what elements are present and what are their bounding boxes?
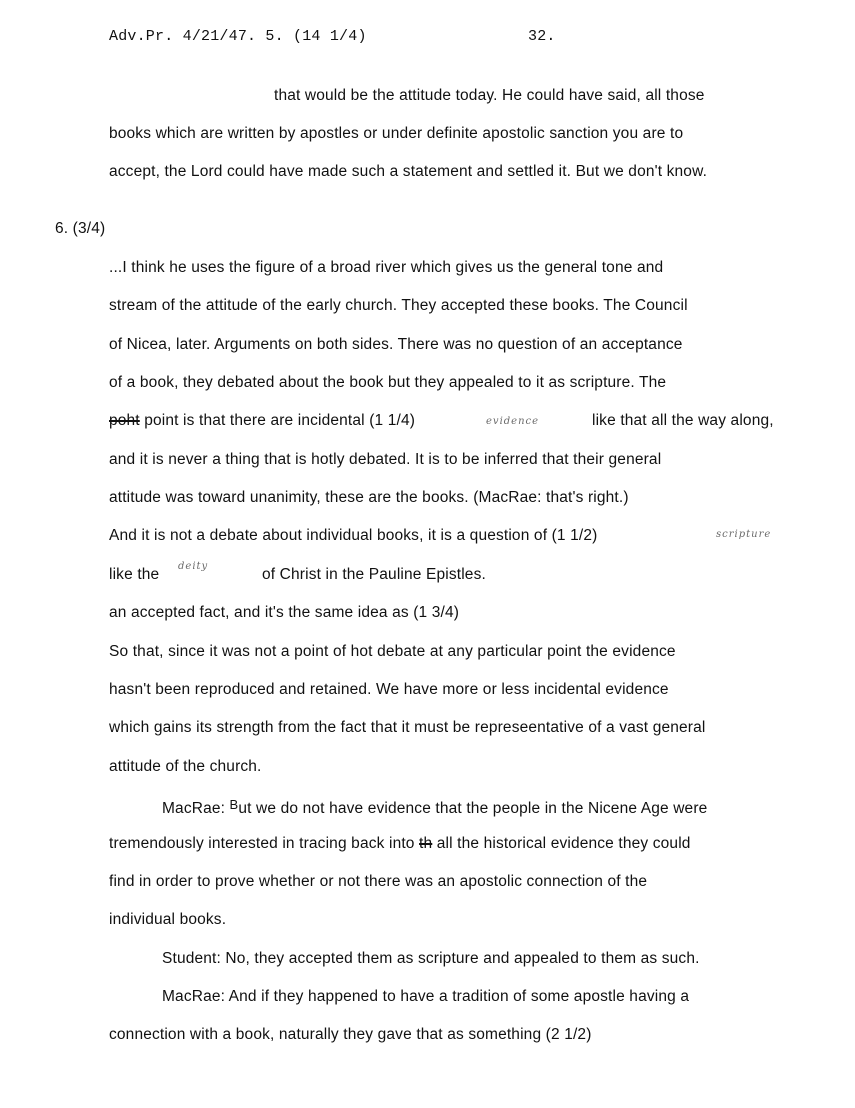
text-line-10: attitude was toward unanimity, these are the books. (MacRae: that's right.) <box>109 489 629 506</box>
text-line-3: accept, the Lord could have made such a statement and settled it. But we don't know. <box>109 163 708 180</box>
raised-letter: B <box>229 797 239 812</box>
text-line-12: like the <box>109 566 160 583</box>
text-segment: point is that there are incidental (1 1/4) <box>139 412 416 429</box>
text-line-20: find in order to prove whether or not there was an apostolic connection of the <box>109 873 648 890</box>
text-line-18 <box>162 795 707 819</box>
text-line-21: individual books. <box>109 911 227 928</box>
handwritten-insertion: deity <box>178 561 209 572</box>
text-segment: all the historical evidence they could <box>432 835 691 852</box>
struck-word: th <box>419 835 433 852</box>
section-marker: 6. (3/4) <box>55 220 106 237</box>
text-line-5: stream of the attitude of the early church. They accepted these books. The Council <box>109 297 688 314</box>
text-segment: tremendously interested in tracing back into <box>109 835 420 852</box>
text-line-12-end: of Christ in the Pauline Epistles. <box>262 566 486 583</box>
text-line-13: an accepted fact, and it's the same idea as (1 3/4) <box>109 604 460 621</box>
text-line-22: Student: No, they accepted them as scripture and appealed to them as such. <box>162 950 700 967</box>
text-line-16: which gains its strength from the fact that it must be represeentative of a vast general <box>109 719 706 736</box>
text-line-2: books which are written by apostles or under definite apostolic sanction you are to <box>109 125 684 142</box>
speaker-label: MacRae: <box>162 800 230 817</box>
text-line-4: ...I think he uses the figure of a broad river which gives us the general tone and <box>109 259 664 276</box>
text-line-8 <box>109 411 415 431</box>
text-line-17: attitude of the church. <box>109 758 262 775</box>
text-segment: ut we do not have evidence that the people in the Nicene Age were <box>238 800 708 817</box>
text-line-23: MacRae: And if they happened to have a tradition of some apostle having a <box>162 988 690 1005</box>
page-number: 32. <box>528 28 556 45</box>
text-line-1: that would be the attitude today. He could have said, all those <box>274 87 705 104</box>
text-line-11: And it is not a debate about individual books, it is a question of (1 1/2) <box>109 527 598 544</box>
handwritten-insertion: scripture <box>716 529 772 540</box>
text-line-7: of a book, they debated about the book but they appealed to it as scripture. The <box>109 374 667 391</box>
text-line-14: So that, since it was not a point of hot debate at any particular point the evidence <box>109 643 676 660</box>
text-line-6: of Nicea, later. Arguments on both sides. There was no question of an acceptance <box>109 336 683 353</box>
page-header-reference: Adv.Pr. 4/21/47. 5. (14 1/4) <box>109 28 367 45</box>
struck-word: poht <box>109 412 140 429</box>
handwritten-insertion: evidence <box>486 416 540 427</box>
text-line-19 <box>109 834 691 854</box>
text-line-9: and it is never a thing that is hotly debated. It is to be inferred that their general <box>109 451 662 468</box>
text-line-24: connection with a book, naturally they gave that as something (2 1/2) <box>109 1026 592 1043</box>
text-line-15: hasn't been reproduced and retained. We have more or less incidental evidence <box>109 681 669 698</box>
text-line-8-end: like that all the way along, <box>592 412 774 429</box>
